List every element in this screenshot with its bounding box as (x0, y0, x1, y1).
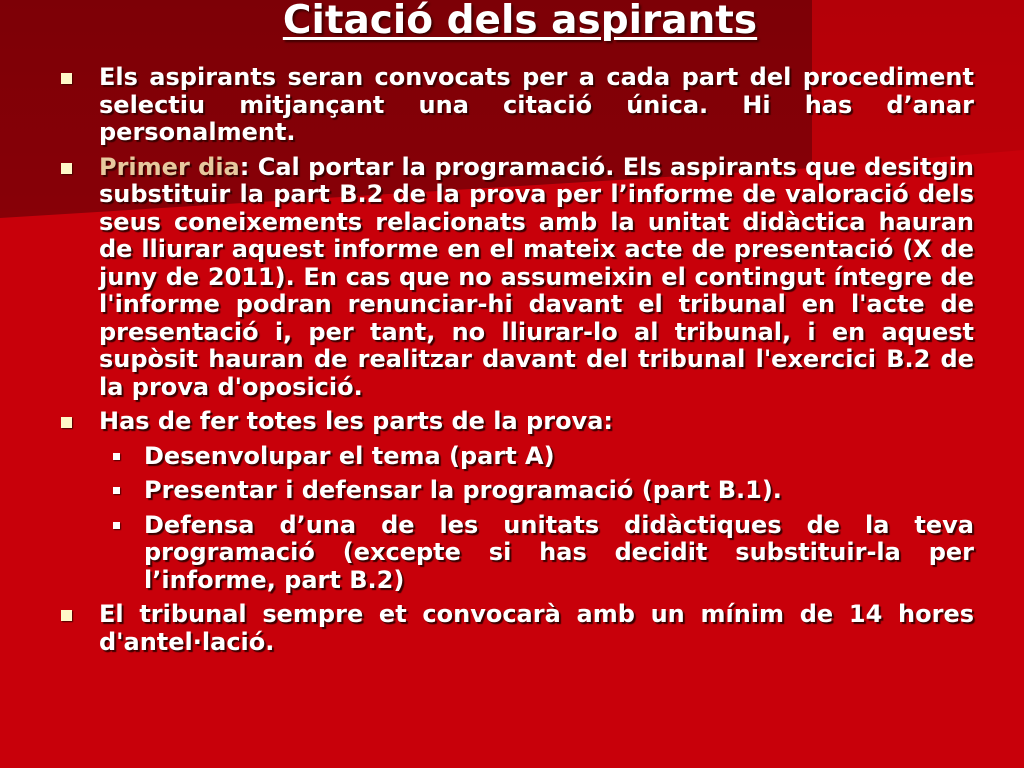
bullet-text: : Cal portar la programació. Els aspirants que desitgin substituir la part B.2 de la prova per l’informe de valoració dels seus coneixements relacionats amb la unitat didàctica hauran de lliurar aquest informe en el mateix acte de presentació (X de juny de 2011). En cas que no assumeixin el contingut íntegre de l'informe podran renunciar-hi davant el tribunal en l'acte de presentació i, per tant, no lliurar-lo al tribunal, i en aquest supòsit hauran de realitzar davant del tribunal l'exercici B.2 de la prova d'oposició. (99, 152, 975, 401)
bullet-text: Has de fer totes les parts de la prova: (99, 407, 613, 435)
bullet-text: El tribunal sempre et convocarà amb un mínim de 14 hores d'antel·lació. (99, 600, 974, 656)
slide-title: Citació dels aspirants (282, 0, 758, 43)
slide-content (58, 64, 974, 656)
square-bullet-icon (61, 610, 72, 621)
square-bullet-icon (61, 163, 72, 174)
square-bullet-icon (61, 417, 72, 428)
bullet-item-4 (58, 601, 974, 656)
bullet-item-2 (58, 154, 974, 402)
bullet-item-3 (58, 408, 974, 436)
small-square-bullet-icon (113, 522, 120, 529)
small-square-bullet-icon (113, 487, 120, 494)
square-bullet-icon (61, 73, 72, 84)
sub-bullet-text: Desenvolupar el tema (part A) (144, 441, 555, 470)
sub-bullet-item-2 (58, 477, 974, 505)
sub-bullet-text: Presentar i defensar la programació (part B.1). (144, 476, 782, 504)
sub-bullet-item-1 (58, 443, 974, 471)
bullet-text: Els aspirants seran convocats per a cada part del procediment selectiu mitjançant una citació única. Hi has d’anar personalment. (99, 63, 974, 146)
bullet-highlight: Primer dia (99, 152, 240, 181)
small-square-bullet-icon (113, 453, 120, 460)
sub-bullet-item-3 (58, 512, 974, 595)
sub-bullet-text: Defensa d’una de les unitats didàctiques de la teva programació (excepte si has decidit substituir-la per l’informe, part B.2) (144, 510, 974, 594)
bullet-item-1 (58, 64, 974, 147)
